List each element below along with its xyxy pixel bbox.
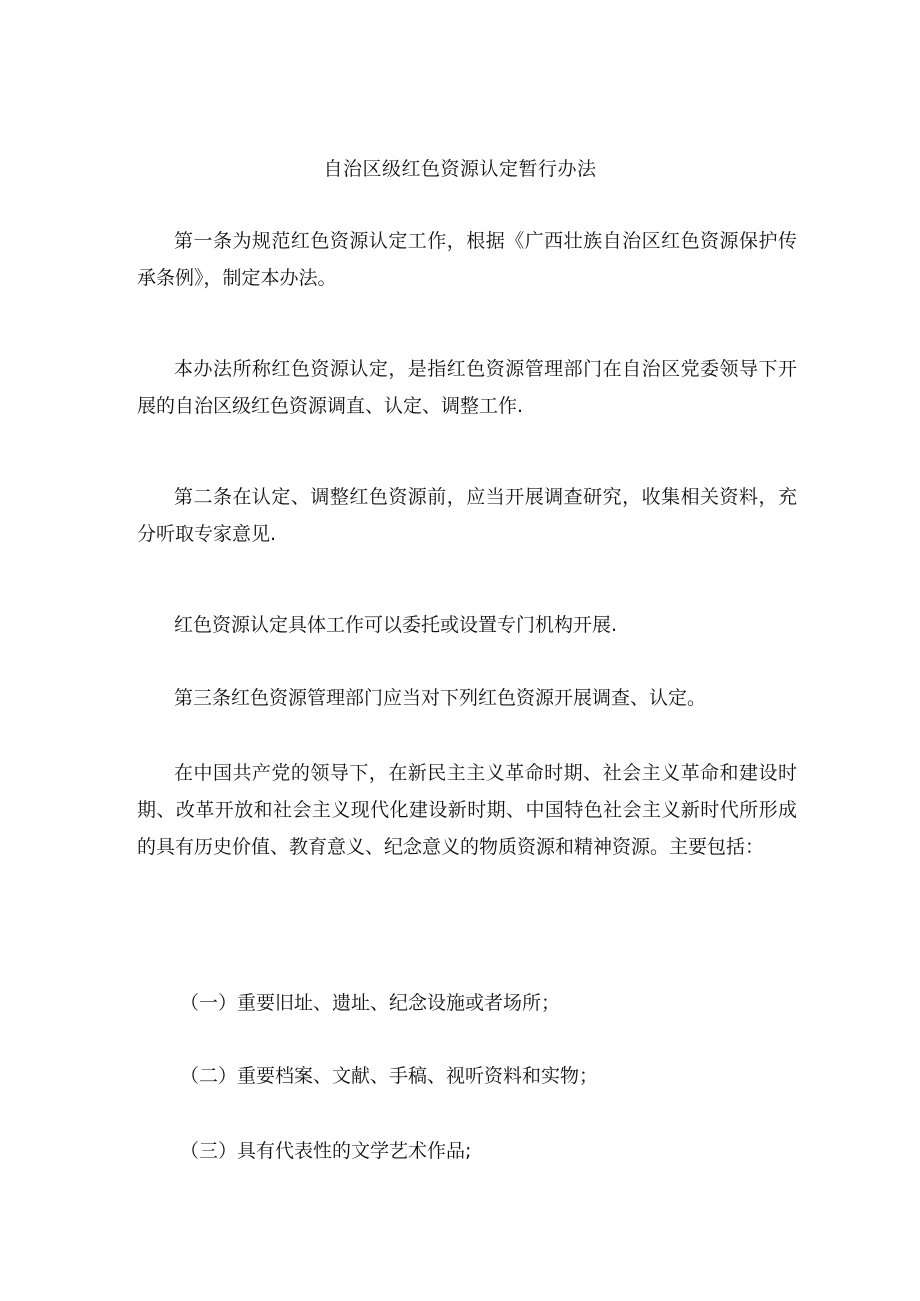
- paragraph-article-3: 第三条红色资源管理部门应当对下列红色资源开展调查、认定。: [174, 687, 707, 709]
- paragraph-article-1: 第一条为规范红色资源认定工作，根据《广西壮族自治区红色资源保护传承条例》，制定本办法。: [137, 230, 797, 289]
- paragraph-delegation: 红色资源认定具体工作可以委托或设置专门机构开展.: [174, 614, 618, 636]
- document-title: 自治区级红色资源认定暂行办法: [323, 158, 597, 180]
- list-item-3: （三）具有代表性的文学艺术作品;: [180, 1140, 472, 1162]
- list-item-1: （一）重要旧址、遗址、纪念设施或者场所；: [180, 992, 561, 1014]
- paragraph-scope: 在中国共产党的领导下，在新民主主义革命时期、社会主义革命和建设时期、改革开放和社会主义现代化建设新时期、中国特色社会主义新时代所形成的具有历史价值、教育意义、纪念意义的物质资源和精神资源。主要包括：: [137, 762, 797, 858]
- paragraph-definition: 本办法所称红色资源认定，是指红色资源管理部门在自治区党委领导下开展的自治区级红色资源调直、认定、调整工作.: [137, 358, 797, 417]
- paragraph-article-2: 第二条在认定、调整红色资源前，应当开展调查研究，收集相关资料，充分听取专家意见.: [137, 486, 797, 545]
- list-item-2: （二）重要档案、文献、手稿、视听资料和实物；: [180, 1065, 599, 1087]
